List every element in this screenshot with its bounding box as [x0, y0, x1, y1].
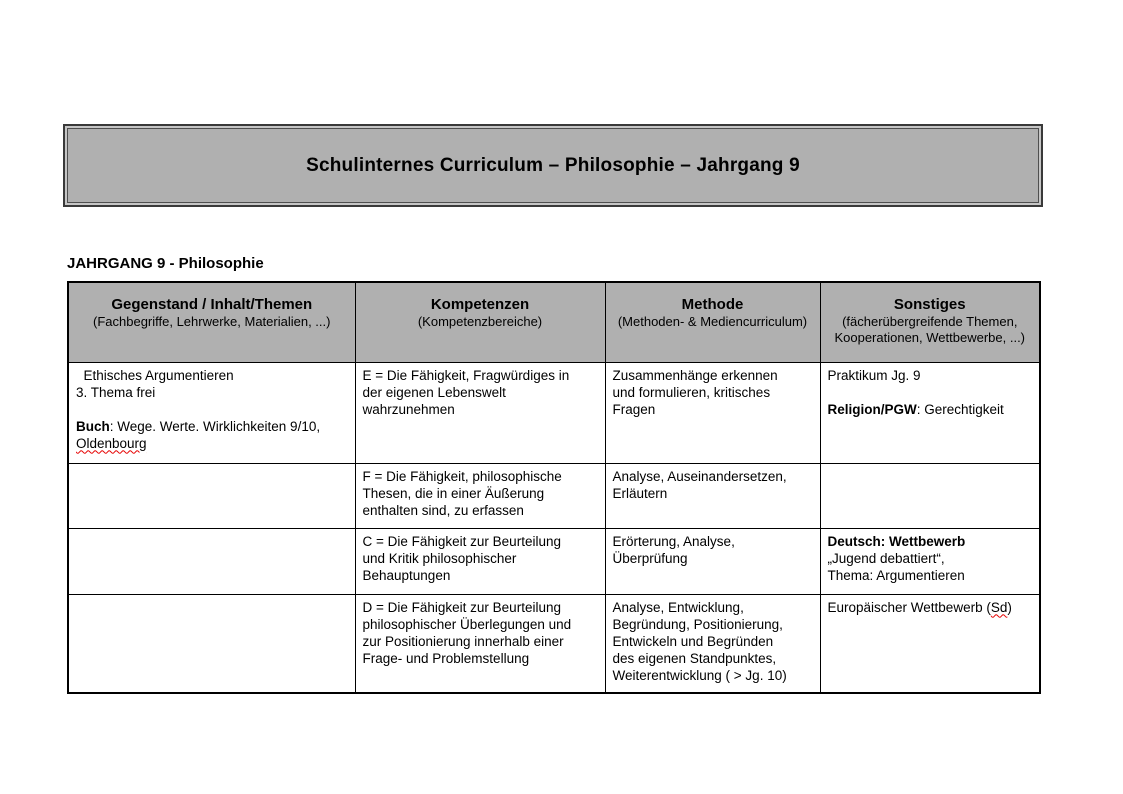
table-cell [820, 528, 1040, 594]
text-run: Fragen [612, 401, 656, 417]
text-run: Entwickeln und Begründen [612, 633, 774, 649]
table-cell [355, 463, 605, 528]
text-line [363, 567, 599, 584]
text-run: Praktikum Jg. 9 [827, 367, 921, 383]
text-run: Erläutern [612, 485, 668, 501]
text-run: Frage- und Problemstellung [362, 650, 530, 666]
text-run: 3. Thema frei [76, 384, 156, 400]
text-line [613, 384, 814, 401]
table-cell [605, 594, 820, 693]
column-header-title: Methode [681, 296, 744, 313]
table-cell [68, 362, 355, 463]
text-run: E = Die Fähigkeit, Fragwürdiges in [362, 367, 570, 383]
column-header-subtitle: (Fachbegriffe, Lehrwerke, Materialien, ...) [93, 314, 331, 329]
text-line [76, 435, 349, 452]
column-header-title: Gegenstand / Inhalt/Themen [111, 296, 313, 313]
text-run: Ethisches Argumentieren [76, 367, 234, 383]
text-line [76, 367, 349, 384]
text-run: C = Die Fähigkeit zur Beurteilung [362, 533, 561, 549]
text-run: Begründung, Positionierung, [612, 616, 783, 632]
document-title: Schulinternes Curriculum – Philosophie – Jahrgang 9 [306, 154, 800, 176]
text-run: Thema: Argumentieren [827, 567, 965, 583]
text-line [76, 384, 349, 401]
text-run: Thesen, die in einer Äußerung [362, 485, 545, 501]
spellcheck-flagged-text: Sd [990, 599, 1008, 615]
text-line [363, 599, 599, 616]
text-run: : Wege. Werte. Wirklichkeiten 9/10, [109, 418, 321, 434]
text-run: F = Die Fähigkeit, philosophische [362, 468, 562, 484]
table-cell [68, 463, 355, 528]
curriculum-table [67, 281, 1041, 694]
column-header-subtitle: (Kompetenzbereiche) [417, 314, 543, 329]
table-head [68, 282, 1040, 362]
text-line [828, 567, 1034, 584]
text-line [363, 367, 599, 384]
text-run: Zusammenhänge erkennen [612, 367, 778, 383]
table-cell [605, 463, 820, 528]
text-line [363, 616, 599, 633]
column-header [605, 282, 820, 362]
column-header-subtitle: (Methoden- & Mediencurriculum) [617, 314, 808, 329]
text-run: Buch [76, 418, 110, 434]
table-row [68, 528, 1040, 594]
text-run: Europäischer Wettbewerb ( [827, 599, 991, 615]
title-banner-frame [67, 128, 1039, 203]
table-body [68, 362, 1040, 693]
text-line [613, 533, 814, 550]
text-run: Analyse, Entwicklung, [612, 599, 744, 615]
text-line [613, 468, 814, 485]
table-cell [68, 594, 355, 693]
text-line [828, 550, 1034, 567]
table-cell [820, 463, 1040, 528]
text-run: und formulieren, kritisches [612, 384, 771, 400]
table-cell [605, 362, 820, 463]
text-run: Behauptungen [362, 567, 451, 583]
text-line [363, 468, 599, 485]
table-row [68, 463, 1040, 528]
text-line [613, 550, 814, 567]
text-run: Weiterentwicklung ( > Jg. 10) [612, 667, 787, 683]
table-cell [605, 528, 820, 594]
table-cell [820, 362, 1040, 463]
text-run: zur Positionierung innerhalb einer [362, 633, 564, 649]
text-run: : Gerechtigkeit [916, 401, 1004, 417]
text-run: Deutsch: Wettbewerb [827, 533, 966, 549]
text-run: „Jugend debattiert“, [827, 550, 945, 566]
text-line [828, 401, 1034, 418]
text-line [363, 485, 599, 502]
text-line [613, 667, 814, 684]
table-cell [355, 362, 605, 463]
text-run: der eigenen Lebenswelt [362, 384, 506, 400]
header-row [68, 282, 1040, 362]
column-header [820, 282, 1040, 362]
text-run: ) [1007, 599, 1012, 615]
table-row [68, 594, 1040, 693]
text-line [363, 502, 599, 519]
section-heading: JAHRGANG 9 - Philosophie [67, 255, 264, 272]
text-line [828, 367, 1034, 384]
column-header-title: Kompetenzen [430, 296, 530, 313]
text-line [76, 418, 349, 435]
text-line [363, 550, 599, 567]
text-line [613, 599, 814, 616]
text-line [613, 367, 814, 384]
text-line [363, 633, 599, 650]
column-header-title: Sonstiges [893, 296, 966, 313]
text-line [613, 616, 814, 633]
column-header [68, 282, 355, 362]
title-banner [63, 124, 1043, 207]
text-run: D = Die Fähigkeit zur Beurteilung [362, 599, 561, 615]
text-line [828, 384, 1034, 401]
text-run: des eigenen Standpunktes, [612, 650, 777, 666]
table-row [68, 362, 1040, 463]
column-header [355, 282, 605, 362]
text-run: Erörterung, Analyse, [612, 533, 735, 549]
text-run: wahrzunehmen [362, 401, 455, 417]
text-run: Analyse, Auseinandersetzen, [612, 468, 787, 484]
text-run: philosophischer Überlegungen und [362, 616, 572, 632]
text-line [828, 599, 1034, 616]
text-line [613, 401, 814, 418]
text-run: Überprüfung [612, 550, 688, 566]
text-line [363, 384, 599, 401]
text-run: Religion/PGW [827, 401, 917, 417]
text-line [363, 650, 599, 667]
text-line [828, 533, 1034, 550]
text-line [613, 485, 814, 502]
table-cell [68, 528, 355, 594]
table-cell [355, 594, 605, 693]
table-cell [820, 594, 1040, 693]
text-line [363, 401, 599, 418]
text-run: enthalten sind, zu erfassen [362, 502, 524, 518]
text-line [363, 533, 599, 550]
column-header-subtitle: (fächerübergreifende Themen, Kooperationen, Wettbewerbe, ...) [834, 314, 1026, 345]
text-line [613, 650, 814, 667]
text-run: und Kritik philosophischer [362, 550, 517, 566]
table-cell [355, 528, 605, 594]
text-line [76, 401, 349, 418]
text-line [613, 633, 814, 650]
spellcheck-flagged-text: Oldenbourg [76, 435, 147, 451]
